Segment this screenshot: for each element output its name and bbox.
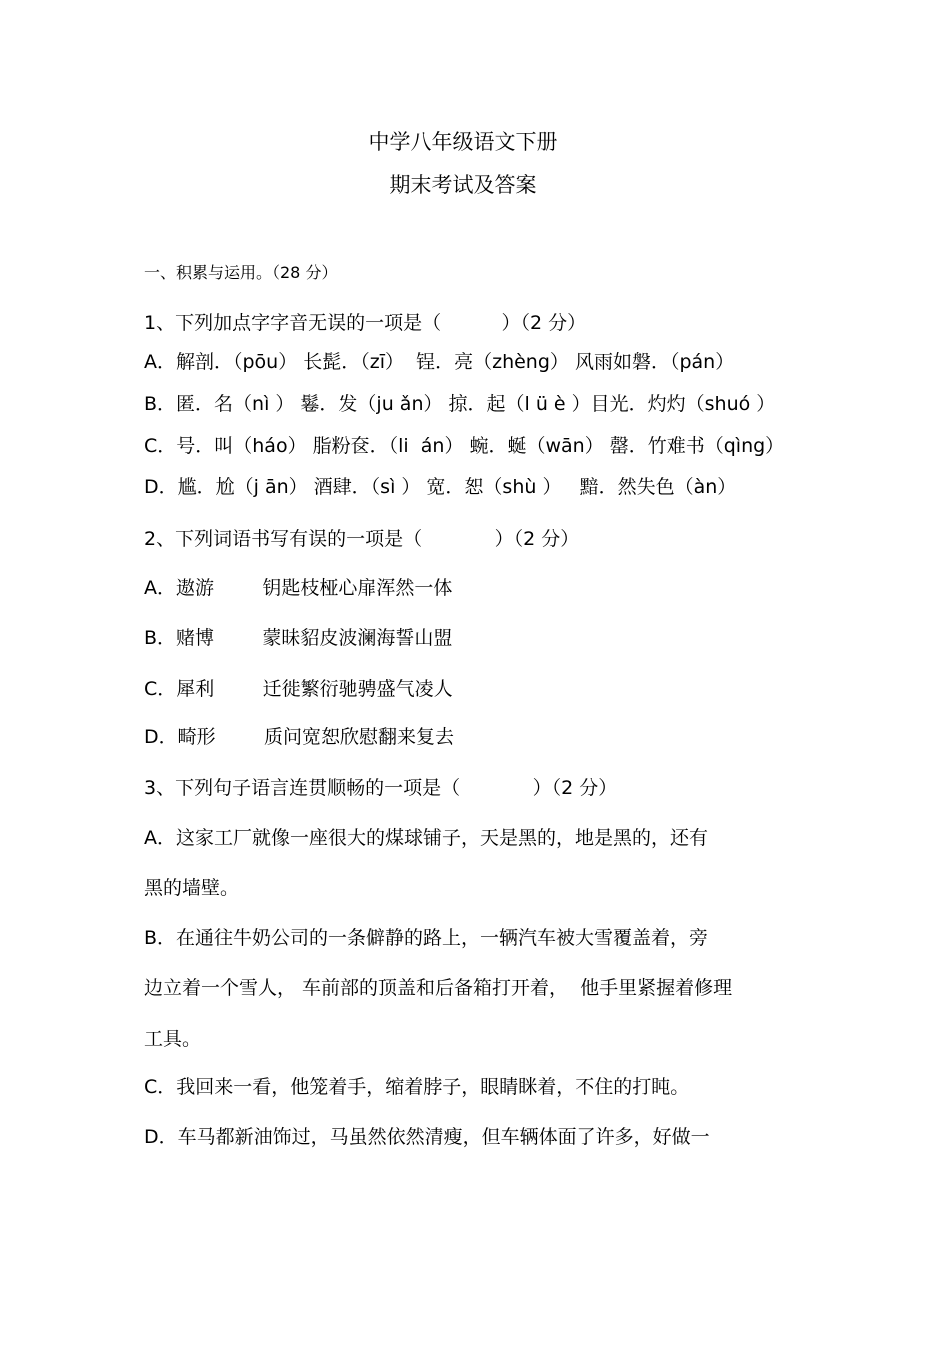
question-2-option-b: B．赌博 蒙昧貂皮波澜海誓山盟 [144,627,453,649]
page-title: 中学八年级语文下册 [368,130,558,154]
question-3-line: C．我回来一看，他笼着手，缩着脖子，眼睛眯着，不住的打盹。 [144,1076,690,1098]
question-3-line: A．这家工厂就像一座很大的煤球铺子，天是黑的，地是黑的，还有 [144,827,708,849]
question-2-option-a: A．遨游 钥匙枝桠心扉浑然一体 [144,577,453,599]
question-3-line: D．车马都新油饰过，马虽然依然清瘦，但车辆体面了许多，好做一 [144,1126,710,1148]
question-2-option-d: D．畸形 质问宽恕欣慰翻来复去 [144,726,454,748]
question-3-line: 边立着一个雪人， 车前部的顶盖和后备箱打开着， 他手里紧握着修理 [144,977,733,999]
question-2-option-c: C．犀利 迁徙繁衍驰骋盛气凌人 [144,678,453,700]
page-subtitle: 期末考试及答案 [389,173,537,197]
question-1-stem: 1、下列加点字字音无误的一项是（ ）（2 分） [144,312,587,334]
question-3-line: 工具。 [144,1028,202,1050]
question-1-option-c: C．号．叫（háo） 脂粉奁．（li án） 蜿．蜒（wān） 罄．竹难书（qìng） [144,435,785,457]
question-1-option-b: B．匿．名（nì ） 鬈．发（ju ǎn） 掠．起（l ü è ）目光．灼灼（shuó ） [144,393,776,415]
question-3-stem: 3、下列句子语言连贯顺畅的一项是（ ）（2 分） [144,777,618,799]
question-1-option-d: D．尴．尬（j ān） 酒肆．（sì ） 宽．恕（shù ） 黯．然失色（àn） [144,476,737,498]
question-1-option-a: A．解剖．（pōu） 长髭．（zī） 锃．亮（zhèng） 风雨如磐．（pán） [144,351,735,373]
question-3-line: B．在通往牛奶公司的一条僻静的路上，一辆汽车被大雪覆盖着，旁 [144,927,709,949]
section-heading: 一、积累与运用。（28 分） [144,263,338,282]
question-2-stem: 2、下列词语书写有误的一项是（ ）（2 分） [144,528,580,550]
question-3-line: 黑的墙壁。 [144,877,240,899]
